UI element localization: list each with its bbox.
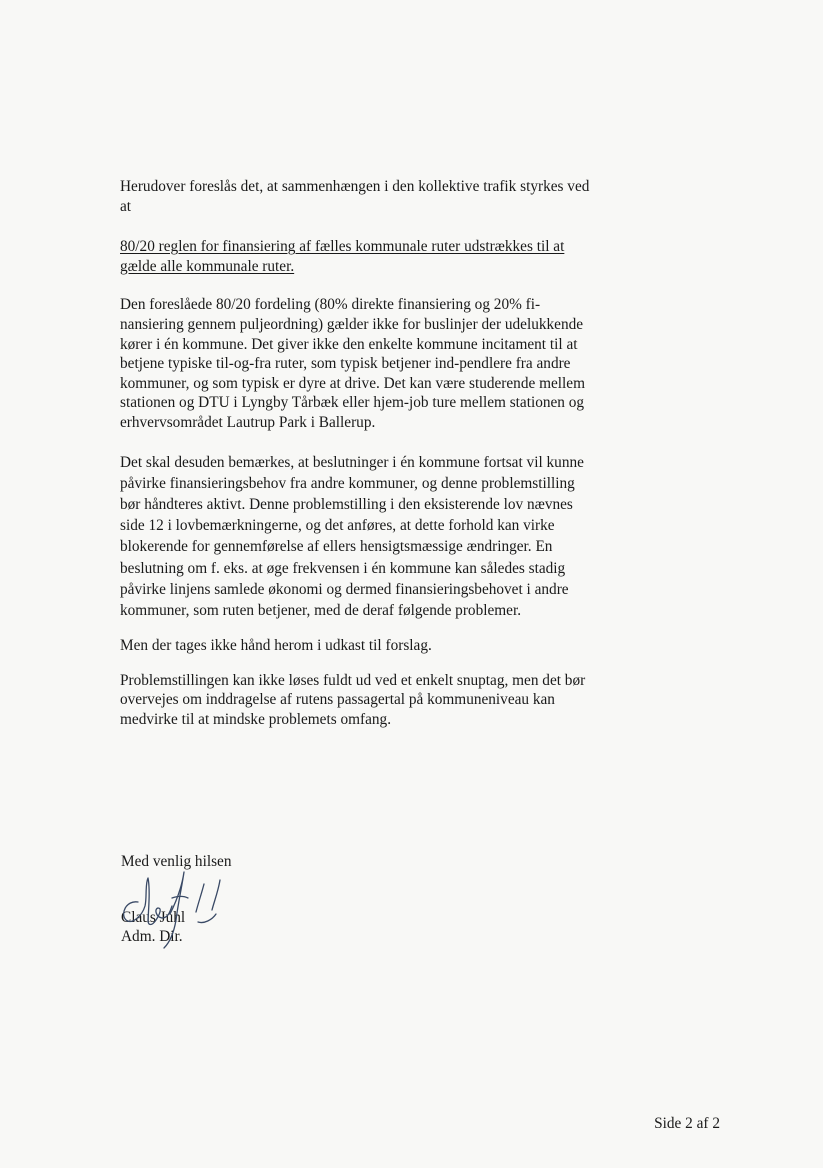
signer-title: Adm. Dir.	[121, 928, 183, 945]
signer-name: Claus Juhl	[121, 909, 186, 926]
paragraph-remark: Det skal desuden bemærkes, at beslutninger i én kommune fortsat vil kunne påvirke finansieringsbehov fra andre kommuner, og denne problemstilling bør håndteres aktivt. Denne problemstilling i den eksisterende lov nævnes side 12 i lovbemærkningerne, og det anføres, at dette forhold kan virke blokerende for gennemførelse af ellers hensigtsmæssige ændringer. En beslutning om f. eks. at øge frekvensen i én kommune kan således stadig påvirke linjens samlede økonomi og dermed finansieringsbehovet i andre kommuner, som ruten betjener, med de deraf følgende problemer.	[120, 453, 584, 619]
paragraph-note: Men der tages ikke hånd herom i udkast til forslag.	[120, 637, 432, 655]
closing-greeting: Med venlig hilsen	[121, 853, 232, 870]
paragraph-problem: Problemstillingen kan ikke løses fuldt ud ved et enkelt snuptag, men det bør overvejes om inddragelse af rutens passagertal på kommuneniveau kan medvirke til at mindske problemets omfang.	[120, 671, 586, 728]
proposal-underlined: 80/20 reglen for finansiering af fælles kommunale ruter udstrækkes til at gælde alle kommunale ruter.	[120, 238, 565, 275]
page-number: Side 2 af 2	[654, 1115, 720, 1132]
intro-paragraph: Herudover foreslås det, at sammenhængen i den kollektive trafik styrkes ved at	[120, 178, 590, 215]
paragraph-distribution: Den foreslåede 80/20 fordeling (80% direkte finansiering og 20% finansiering gennem puljeordning) gælder ikke for buslinjer der udelukkende kører i én kommune. Det giver ikke den enkelte kommune incitament til at betjene typiske til-og-fra ruter, som typisk betjener ind-pendlere fra andre kommuner, og som typisk er dyre at drive. Det kan være studerende mellem stationen og DTU i Lyngby Tårbæk eller hjem-job ture mellem stationen og erhvervsområdet Lautrup Park i Ballerup.	[120, 296, 585, 431]
letter-body	[120, 177, 590, 730]
handwritten-signature	[112, 862, 242, 952]
